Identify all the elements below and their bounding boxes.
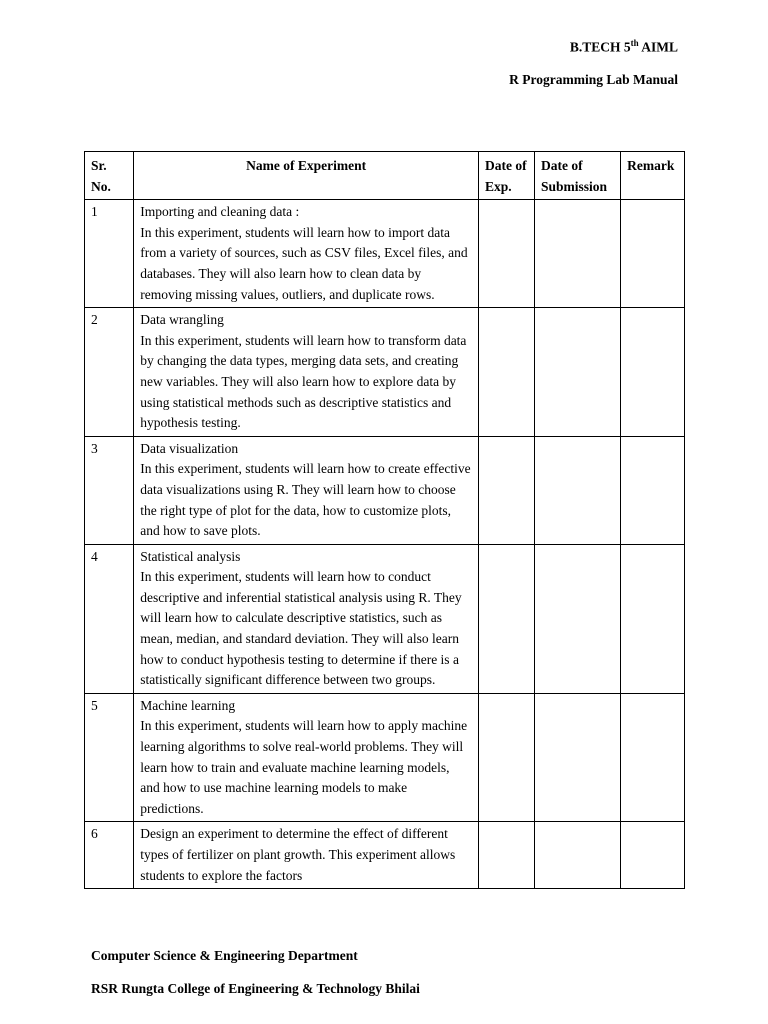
column-header-sr-no: Sr. No. — [85, 152, 134, 200]
experiment-description: In this experiment, students will learn how to create effective data visualizations using R. They will learn how to choose the right type of plot for the data, how to customize plots, and how to save plots. — [140, 461, 471, 539]
table-row — [85, 436, 685, 544]
experiment-name-cell — [134, 693, 479, 822]
experiment-description: In this experiment, students will learn how to import data from a variety of sources, such as CSV files, Excel files, and databases. They will also learn how to clean data by removing missing values, outliers, and duplicate rows. — [140, 224, 468, 302]
sr-no-cell: 3 — [85, 436, 134, 544]
date-of-submission-cell[interactable] — [534, 544, 620, 693]
table-header-row — [85, 152, 685, 200]
experiment-table — [84, 151, 685, 889]
table-row — [85, 693, 685, 822]
table-row — [85, 822, 685, 889]
remark-cell[interactable] — [621, 200, 685, 308]
sr-no-cell: 1 — [85, 200, 134, 308]
footer-college: RSR Rungta College of Engineering & Technology Bhilai — [91, 981, 420, 996]
experiment-description: In this experiment, students will learn how to apply machine learning algorithms to solve real-world problems. They will learn how to train and evaluate machine learning models, and how to use machine learning models to make predictions. — [140, 718, 468, 816]
date-of-submission-cell[interactable] — [534, 436, 620, 544]
experiment-title: Importing and cleaning data : — [140, 204, 300, 220]
experiment-table-container — [84, 151, 686, 958]
experiment-title: Design an experiment to determine the effect of different types of fertilizer on plant growth. This experiment allows students to explore the factors — [140, 826, 456, 883]
course-header: B.TECH 5th AIML — [569, 38, 678, 55]
experiment-description: In this experiment, students will learn how to conduct descriptive and inferential statistical analysis using R. They will learn how to calculate descriptive statistics, such as mean, median, and standard deviation. They will also learn how to conduct hypothesis testing to determine if there is a statistically significant difference between two groups. — [140, 569, 462, 688]
date-of-exp-cell[interactable] — [479, 693, 535, 822]
experiment-title: Data visualization — [140, 440, 239, 456]
column-header-name: Name of Experiment — [134, 152, 479, 200]
remark-cell[interactable] — [621, 308, 685, 437]
date-of-exp-cell[interactable] — [479, 308, 535, 437]
experiment-name-cell — [134, 544, 479, 693]
date-of-submission-cell[interactable] — [534, 200, 620, 308]
sr-no-cell: 6 — [85, 822, 134, 889]
date-of-submission-cell[interactable] — [534, 693, 620, 822]
date-of-exp-cell[interactable] — [479, 822, 535, 889]
date-of-submission-cell[interactable] — [534, 308, 620, 437]
date-of-exp-cell[interactable] — [479, 436, 535, 544]
experiment-name-cell — [134, 200, 479, 308]
table-row — [85, 308, 685, 437]
table-row — [85, 200, 685, 308]
sr-no-cell: 4 — [85, 544, 134, 693]
date-of-exp-cell[interactable] — [479, 544, 535, 693]
experiment-title: Statistical analysis — [140, 548, 241, 564]
remark-cell[interactable] — [621, 822, 685, 889]
experiment-name-cell — [134, 308, 479, 437]
column-header-remark: Remark — [621, 152, 685, 200]
course-header-superscript: th — [630, 38, 639, 48]
table-row — [85, 544, 685, 693]
experiment-title: Data wrangling — [140, 312, 224, 328]
date-of-exp-cell[interactable] — [479, 200, 535, 308]
manual-title: R Programming Lab Manual — [509, 72, 678, 87]
experiment-title: Machine learning — [140, 697, 236, 713]
experiment-name-cell — [134, 436, 479, 544]
sr-no-cell: 2 — [85, 308, 134, 437]
footer-department: Computer Science & Engineering Department — [91, 948, 358, 963]
column-header-date-submission: Date of Submission — [534, 152, 620, 200]
sr-no-cell: 5 — [85, 693, 134, 822]
experiment-name-cell — [134, 822, 479, 889]
column-header-date-exp: Date of Exp. — [479, 152, 535, 200]
remark-cell[interactable] — [621, 544, 685, 693]
experiment-description: In this experiment, students will learn how to transform data by changing the data types, merging data sets, and creating new variables. They will also learn how to explore data by using statistical methods such as descriptive statistics and hypothesis testing. — [140, 332, 467, 431]
date-of-submission-cell[interactable] — [534, 822, 620, 889]
remark-cell[interactable] — [621, 436, 685, 544]
table-body — [85, 200, 685, 889]
remark-cell[interactable] — [621, 693, 685, 822]
